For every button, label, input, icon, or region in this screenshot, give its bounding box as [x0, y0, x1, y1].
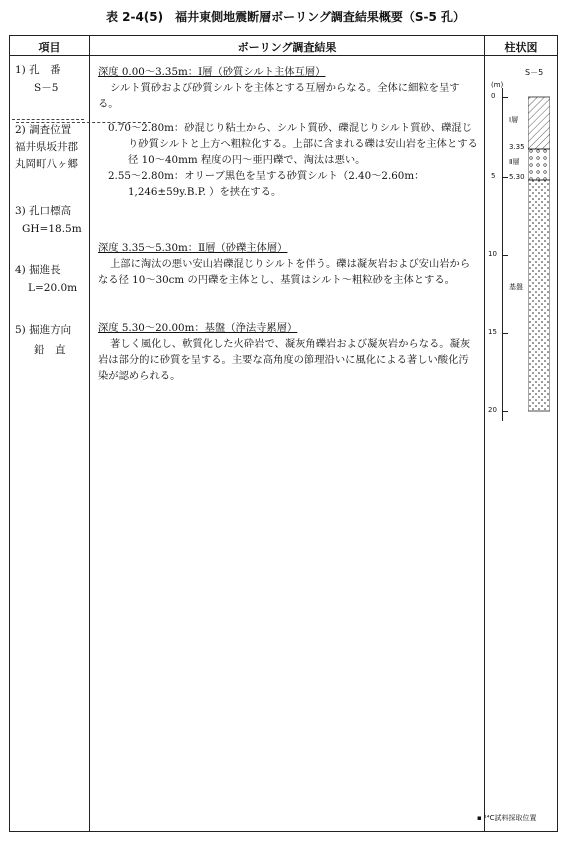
location-label: 2) 調査位置 [15, 124, 72, 136]
results-table [9, 35, 558, 832]
table-title: 表 2-4(5) 福井東側地震断層ボーリング調査結果概要（S-5 孔） [105, 10, 466, 24]
direction-label: 5) 掘進方向 [15, 324, 72, 336]
column-divider [89, 36, 90, 831]
axis-tick [502, 333, 508, 334]
hole-no-value: S－5 [34, 82, 59, 94]
section-1-summary: シルト質砂および砂質シルトを主体とする互層からなる。全体に細粒を呈する。 [98, 82, 460, 110]
length-value: L=20.0m [28, 282, 78, 294]
scale-10: 10 [488, 250, 497, 258]
location-line1: 福井県坂井郡 [15, 141, 78, 153]
header-column: 柱状図 [504, 41, 538, 54]
elevation-value: GH=18.5m [22, 223, 82, 235]
axis-tick [502, 411, 508, 412]
location-line2: 丸岡町八ヶ郷 [15, 158, 78, 170]
axis-tick [502, 177, 508, 178]
scale-15: 15 [488, 328, 497, 336]
section-1-detail-1: 0.70～2.80m：砂混じり粘土から、シルト質砂、礫混じりシルト質砂、礫混じり砂質シルトと上方へ粗粒化する。上部に含まれる礫は安山岩を主体とする径 10～40mm 程度の円～亜円礫で、淘汰は悪い。 [108, 122, 478, 166]
axis-tick [502, 97, 508, 98]
layer-1-depth: 3.35 [509, 143, 525, 151]
header-item: 項目 [38, 41, 61, 54]
section-2 [98, 240, 478, 288]
section-1-detail-2: 2.55～2.80m：オリーブ黒色を呈する砂質シルト（2.40～2.60m：1,246±59y.B.P. ）を挟在する。 [108, 170, 425, 198]
scale-0: 0 [491, 92, 496, 100]
section-2-summary: 上部に淘汰の悪い安山岩礫混じりシルトを伴う。礫は凝灰岩および安山岩からなる径 10～30cm の円礫を主体とし、基質はシルト～粗粒砂を主体とする。 [98, 258, 471, 286]
footnote-sample-position: ▪ ¹⁴C試料採取位置 [477, 814, 537, 822]
strata-column [528, 92, 550, 416]
layer-1-box [528, 97, 550, 149]
direction-value: 鉛 直 [34, 344, 66, 356]
scale-5: 5 [491, 172, 496, 180]
axis-tick [502, 255, 508, 256]
section-1-heading: 深度 0.00～3.35m：Ⅰ層（砂質シルト主体互層） [98, 66, 326, 78]
section-3-heading: 深度 5.30～20.00m：基盤（浄法寺累層） [98, 322, 298, 334]
header-result: ボーリング調査結果 [237, 41, 337, 54]
bedrock-box [528, 180, 550, 411]
elevation-label: 3) 孔口標高 [15, 205, 72, 217]
bedrock-label: 基盤 [509, 283, 523, 291]
section-1 [98, 64, 478, 200]
layer-2-label: Ⅱ層 [509, 158, 520, 166]
section-2-heading: 深度 3.35～5.30m：Ⅱ層（砂礫主体層） [98, 242, 288, 254]
section-3-summary: 著しく風化し、軟質化した火砕岩で、凝灰角礫岩および凝灰岩からなる。凝灰岩は部分的に砂質を呈する。主要な高角度の節理沿いに風化による著しい酸化汚染が認められる。 [98, 338, 471, 382]
column-divider [484, 36, 485, 831]
item-separator [12, 119, 84, 120]
hole-no-label: 1) 孔 番 [15, 64, 61, 76]
length-label: 4) 掘進長 [15, 264, 61, 276]
section-separator [16, 122, 151, 123]
layer-1-label: Ⅰ層 [509, 116, 519, 124]
section-3 [98, 320, 478, 384]
scale-20: 20 [488, 406, 497, 414]
header-divider [10, 55, 557, 56]
layer-2-box [528, 149, 550, 180]
layer-2-depth: 5.30 [509, 173, 525, 181]
column-hole-no: S－5 [525, 68, 544, 77]
column-unit: (m) [491, 81, 504, 89]
